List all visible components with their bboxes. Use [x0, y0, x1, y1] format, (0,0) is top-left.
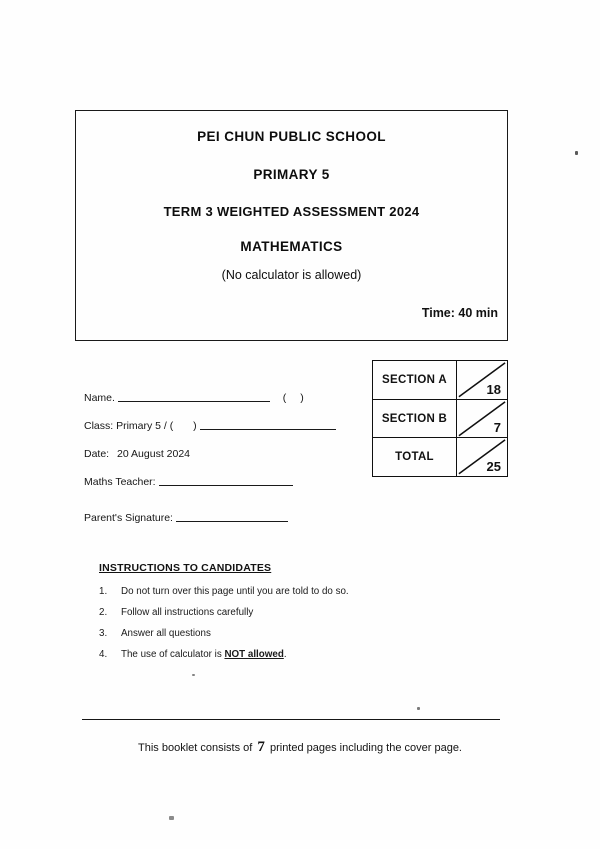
list-item-emphasis: NOT allowed — [224, 649, 284, 660]
header-box — [75, 110, 508, 341]
marks-row-label: SECTION B — [373, 400, 457, 438]
class-label: Class: Primary 5 / ( — [84, 420, 174, 432]
list-item-text: Answer all questions — [121, 628, 211, 639]
candidate-particulars — [84, 392, 344, 540]
subject-title: MATHEMATICS — [240, 239, 343, 254]
list-item-number: 4. — [99, 649, 108, 660]
list-item-text: The use of calculator is — [121, 649, 225, 660]
list-item — [99, 649, 429, 660]
date-value: 20 August 2024 — [117, 448, 191, 460]
list-item-number: 1. — [99, 586, 108, 597]
marks-row-label: SECTION A — [373, 361, 457, 399]
school-name: PEI CHUN PUBLIC SCHOOL — [197, 129, 386, 144]
name-index-paren-open: ( — [282, 392, 301, 404]
scan-speck — [417, 707, 420, 710]
list-item — [99, 586, 429, 597]
list-item — [99, 628, 429, 639]
name-input-line[interactable] — [118, 401, 270, 402]
table-row — [373, 400, 507, 439]
table-row — [373, 438, 507, 476]
marks-row-label: TOTAL — [373, 438, 457, 476]
teacher-row — [84, 476, 344, 512]
class-paren-close: ) — [193, 420, 197, 432]
list-item-text-tail: . — [283, 649, 287, 660]
scan-speck — [575, 151, 578, 155]
class-input-line[interactable] — [200, 429, 336, 430]
name-label: Name. — [84, 392, 115, 404]
marks-row-value-cell[interactable] — [457, 361, 507, 399]
teacher-input-line[interactable] — [159, 485, 293, 486]
marks-value: 25 — [486, 459, 501, 475]
parent-signature-line[interactable] — [176, 521, 288, 522]
instructions-section — [99, 562, 429, 670]
marks-value: 18 — [486, 381, 501, 397]
parent-signature-row — [84, 512, 344, 540]
exam-title: TERM 3 WEIGHTED ASSESSMENT 2024 — [163, 204, 420, 219]
date-row — [84, 448, 344, 476]
grade-level: PRIMARY 5 — [253, 167, 330, 182]
footer-page-count: 7 — [257, 739, 265, 755]
date-label: Date: — [84, 448, 110, 460]
calculator-note: (No calculator is allowed) — [221, 268, 362, 282]
marks-row-value-cell[interactable] — [457, 438, 507, 476]
table-row — [373, 361, 507, 400]
list-item-text: Follow all instructions carefully — [121, 607, 254, 618]
list-item-number: 3. — [99, 628, 108, 639]
class-row — [84, 420, 344, 448]
footer-note — [0, 739, 600, 756]
name-row — [84, 392, 344, 420]
parent-signature-label: Parent's Signature: — [84, 512, 173, 524]
marks-row-value-cell[interactable] — [457, 400, 507, 438]
list-item-text: Do not turn over this page until you are told to do so. — [121, 586, 349, 597]
name-index-paren-close: ) — [300, 392, 304, 404]
footer-divider — [82, 719, 500, 720]
scan-speck — [169, 816, 174, 820]
scan-speck — [192, 674, 195, 676]
list-item — [99, 607, 429, 618]
marks-table — [372, 360, 508, 477]
instructions-heading: INSTRUCTIONS TO CANDIDATES — [99, 562, 272, 574]
marks-value: 7 — [493, 420, 501, 436]
time-allowed: Time: 40 min — [421, 306, 498, 320]
list-item-number: 2. — [99, 607, 108, 618]
footer-text-before: This booklet consists of — [138, 742, 253, 754]
teacher-label: Maths Teacher: — [84, 476, 156, 488]
footer-text-after: printed pages including the cover page. — [269, 742, 462, 754]
